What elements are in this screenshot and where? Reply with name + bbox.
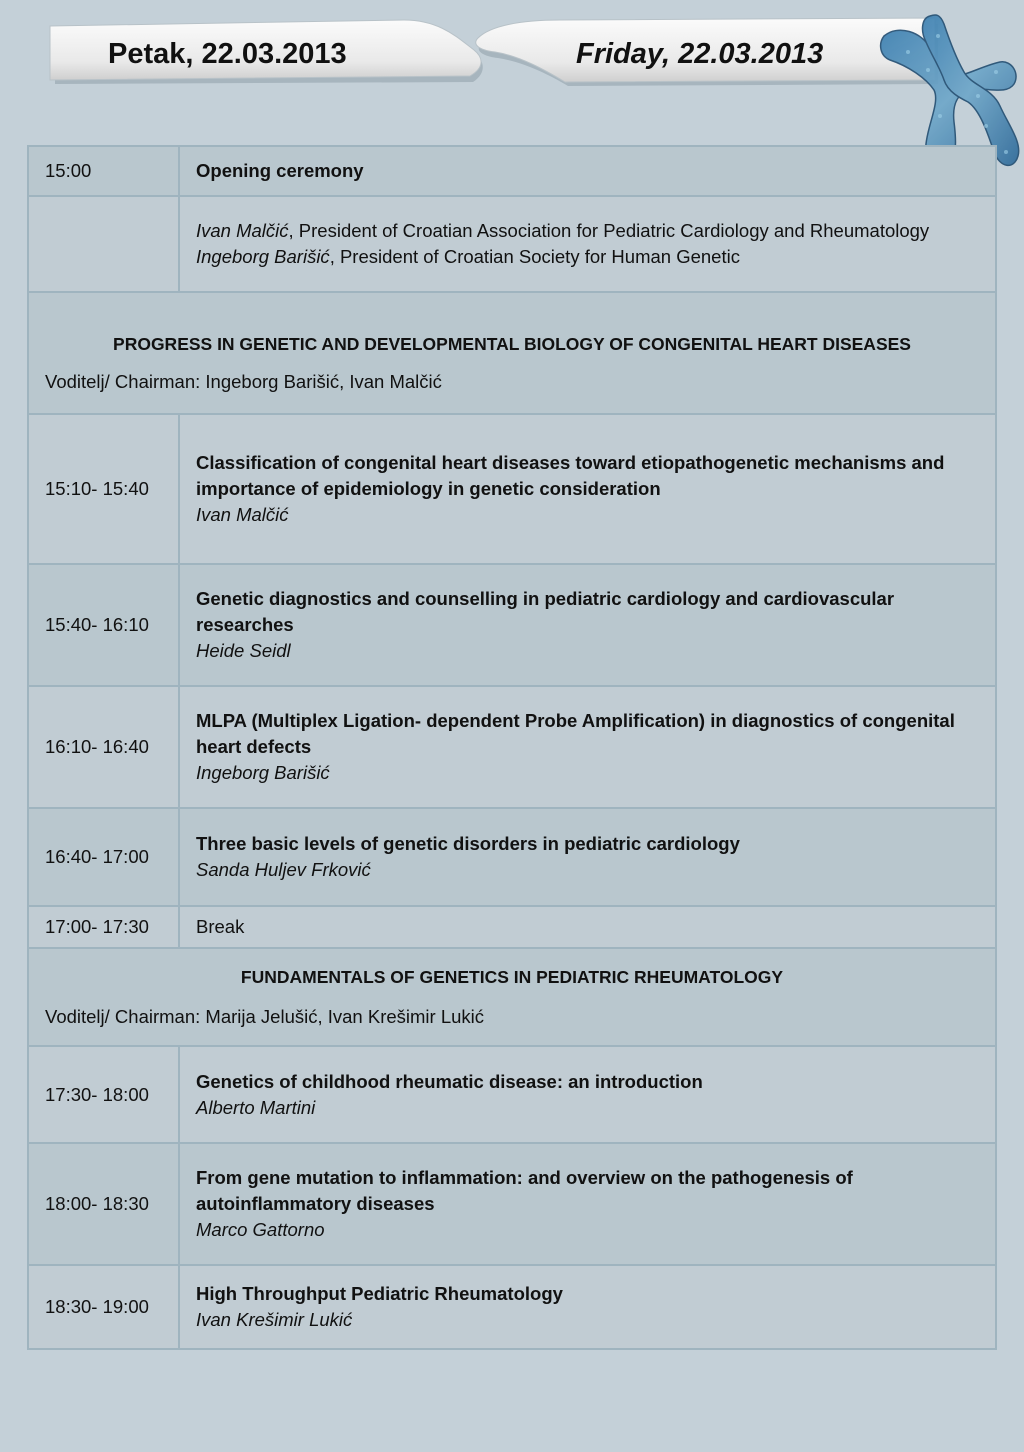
- speaker-role: , President of Croatian Association for Pediatric Cardiology and Rheumatology: [288, 220, 930, 241]
- section-title: PROGRESS IN GENETIC AND DEVELOPMENTAL BIOLOGY OF CONGENITAL HEART DISEASES: [113, 334, 911, 354]
- talk-cell: [179, 1046, 996, 1143]
- talk-cell: [179, 1143, 996, 1265]
- table-row: [28, 906, 996, 948]
- time-cell: 18:00- 18:30: [28, 1143, 179, 1265]
- talk-speaker: Marco Gattorno: [196, 1219, 325, 1240]
- talk-title: Genetics of childhood rheumatic disease: an introduction: [196, 1070, 703, 1092]
- title-english: Friday, 22.03.2013: [576, 38, 824, 70]
- section-title: FUNDAMENTALS OF GENETICS IN PEDIATRIC RHEUMATOLOGY: [240, 967, 784, 987]
- page-header: [0, 0, 1024, 140]
- talk-cell: [179, 1265, 996, 1349]
- table-row: [28, 414, 996, 564]
- talk-speaker: Sanda Huljev Frković: [196, 859, 371, 880]
- talk-title: Three basic levels of genetic disorders in pediatric cardiology: [196, 833, 740, 854]
- table-row: [28, 1046, 996, 1143]
- talk-speaker: Ivan Krešimir Lukić: [196, 1309, 353, 1330]
- table-row: [28, 146, 996, 196]
- talk-title: MLPA (Multiplex Ligation- dependent Probe Amplification) in diagnostics of congenital heart defects: [196, 710, 955, 757]
- table-row: [28, 1143, 996, 1265]
- speaker-name: Ivan Malčić: [196, 220, 289, 241]
- speaker-line: [196, 244, 979, 270]
- time-cell: 17:00- 17:30: [28, 906, 179, 948]
- section-header-row: [28, 948, 996, 1046]
- time-cell: 15:00: [28, 146, 179, 196]
- schedule-table: [27, 145, 997, 1350]
- talk-title: High Throughput Pediatric Rheumatology: [196, 1283, 563, 1304]
- talk-title: From gene mutation to inflammation: and overview on the pathogenesis of autoinflammatory diseases: [196, 1167, 853, 1214]
- speaker-line: [196, 218, 979, 244]
- talk-cell: [179, 808, 996, 906]
- talk-title: Classification of congenital heart diseases toward etiopathogenetic mechanisms and importance of epidemiology in genetic consideration: [196, 452, 945, 499]
- table-row: [28, 808, 996, 906]
- table-row: [28, 686, 996, 808]
- table-row: [28, 196, 996, 292]
- time-cell: 15:40- 16:10: [28, 564, 179, 686]
- speaker-name: Ingeborg Barišić: [196, 246, 330, 267]
- section-chair: Voditelj/ Chairman: Marija Jelušić, Ivan Krešimir Lukić: [45, 1006, 485, 1027]
- section-header-row: [28, 292, 996, 414]
- time-cell: 17:30- 18:00: [28, 1046, 179, 1143]
- talk-title: Genetic diagnostics and counselling in pediatric cardiology and cardiovascular researches: [196, 588, 895, 635]
- talk-speaker: Alberto Martini: [196, 1096, 316, 1118]
- talk-cell: [179, 564, 996, 686]
- speaker-role: , President of Croatian Society for Human Genetic: [329, 246, 740, 267]
- event-title: Opening ceremony: [179, 146, 996, 196]
- section-chair: Voditelj/ Chairman: Ingeborg Barišić, Ivan Malčić: [45, 371, 442, 392]
- talk-cell: [179, 686, 996, 808]
- talk-speaker: Heide Seidl: [196, 640, 291, 661]
- table-row: [28, 564, 996, 686]
- time-cell: 16:40- 17:00: [28, 808, 179, 906]
- time-cell: 16:10- 16:40: [28, 686, 179, 808]
- break-cell: Break: [179, 906, 996, 948]
- table-row: [28, 1265, 996, 1349]
- opening-speakers: [179, 196, 996, 292]
- section-header: [28, 292, 996, 414]
- talk-speaker: Ivan Malčić: [196, 504, 289, 525]
- time-cell: 18:30- 19:00: [28, 1265, 179, 1349]
- time-cell: [28, 196, 179, 292]
- time-cell: 15:10- 15:40: [28, 414, 179, 564]
- talk-cell: [179, 414, 996, 564]
- talk-speaker: Ingeborg Barišić: [196, 762, 330, 783]
- title-croatian: Petak, 22.03.2013: [108, 38, 347, 70]
- section-header: [28, 948, 996, 1046]
